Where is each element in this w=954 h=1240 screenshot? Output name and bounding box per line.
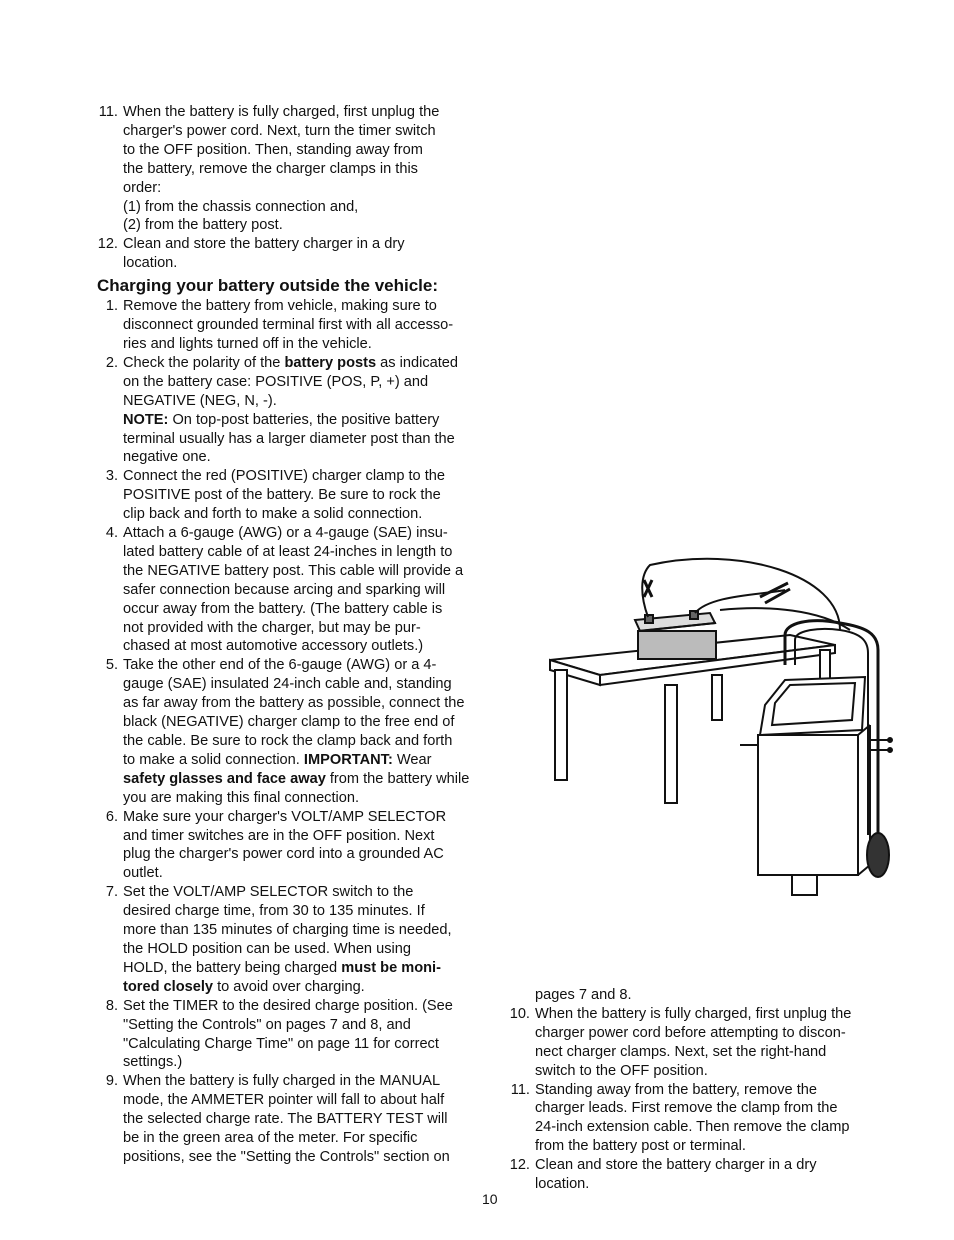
section-heading: Charging your battery outside the vehicle: bbox=[97, 276, 439, 296]
item-number: 6. bbox=[105, 808, 118, 825]
table-leg bbox=[555, 670, 567, 780]
item-number: 5. bbox=[105, 657, 118, 674]
text-line: terminal usually has a larger diameter post than the bbox=[123, 430, 455, 447]
text-line: ries and lights turned off in the vehicle. bbox=[123, 335, 372, 352]
text-line: Take the other end of the 6-gauge (AWG) or a 4- bbox=[123, 657, 437, 674]
text-line: as far away from the battery as possible, connect the bbox=[123, 695, 465, 712]
step-10 bbox=[505, 1005, 900, 1081]
text-line: negative one. bbox=[123, 449, 211, 466]
text-line: be in the green area of the meter. For specific bbox=[123, 1130, 418, 1147]
text-line: black (NEGATIVE) charger clamp to the free end of bbox=[123, 714, 455, 731]
text-line: the battery, remove the charger clamps in this bbox=[123, 160, 418, 177]
text-line: you are making this final connection. bbox=[123, 789, 360, 806]
text-line bbox=[123, 770, 503, 789]
text-line: charger's power cord. Next, turn the timer switch bbox=[123, 122, 436, 139]
text-line: desired charge time, from 30 to 135 minutes. If bbox=[123, 903, 425, 920]
text-line: Attach a 6-gauge (AWG) or a 4-gauge (SAE) insu- bbox=[123, 525, 448, 542]
item-number: 3. bbox=[105, 468, 118, 485]
text-run: to avoid over charging. bbox=[213, 978, 365, 995]
text-line: on the battery case: POSITIVE (POS, P, +) and bbox=[123, 373, 429, 390]
text-run: On top-post batteries, the positive battery bbox=[168, 411, 440, 428]
step-6 bbox=[93, 808, 503, 884]
text-line: positions, see the "Setting the Controls" section on bbox=[123, 1148, 450, 1165]
item-number: 11. bbox=[510, 1081, 530, 1098]
text-line: Connect the red (POSITIVE) charger clamp to the bbox=[123, 468, 446, 485]
bold-text: battery posts bbox=[284, 354, 377, 371]
text-line: switch to the OFF position. bbox=[535, 1062, 708, 1079]
text-line: When the battery is fully charged, first unplug the bbox=[535, 1005, 852, 1022]
step-5 bbox=[93, 656, 503, 807]
text-line: from the battery post or terminal. bbox=[535, 1138, 746, 1155]
text-line: settings.) bbox=[123, 1054, 183, 1071]
text-run: HOLD, the battery being charged bbox=[123, 959, 342, 976]
text-line: Set the VOLT/AMP SELECTOR switch to the bbox=[123, 884, 414, 901]
item-number: 12. bbox=[509, 1157, 530, 1174]
step-4 bbox=[93, 524, 503, 656]
text-line: mode, the AMMETER pointer will fall to about half bbox=[123, 1092, 445, 1109]
text-line: Clean and store the battery charger in a dry bbox=[123, 236, 405, 253]
item-number: 12. bbox=[97, 236, 118, 253]
cart-foot bbox=[792, 875, 817, 895]
left-column bbox=[93, 103, 503, 1167]
wheel-icon bbox=[867, 833, 889, 877]
text-line: outlet. bbox=[123, 865, 163, 882]
item-number: 9. bbox=[105, 1073, 118, 1090]
text-line bbox=[123, 959, 503, 978]
text-line: not provided with the charger, but may be pur- bbox=[123, 619, 421, 636]
item-number: 8. bbox=[105, 997, 118, 1014]
battery-charger-on-table-illustration bbox=[540, 535, 900, 905]
table-leg bbox=[712, 675, 722, 720]
text-line: clip back and forth to make a solid connection. bbox=[123, 506, 423, 523]
table-leg bbox=[665, 685, 677, 803]
text-line: nect charger clamps. Next, set the right-hand bbox=[535, 1043, 827, 1060]
text-run: to make a solid connection. bbox=[123, 751, 304, 768]
text-line: Make sure your charger's VOLT/AMP SELECTOR bbox=[123, 808, 447, 825]
list-item bbox=[93, 235, 503, 273]
text-line: occur away from the battery. (The battery cable is bbox=[123, 600, 443, 617]
text-line: and timer switches are in the OFF position. Next bbox=[123, 827, 435, 844]
text-line: gauge (SAE) insulated 24-inch cable and, standing bbox=[123, 676, 452, 693]
right-column bbox=[505, 986, 900, 1194]
text-line: POSITIVE post of the battery. Be sure to rock the bbox=[123, 487, 441, 504]
text-line: (1) from the chassis connection and, bbox=[123, 198, 359, 215]
text-line: chased at most automotive accessory outlets.) bbox=[123, 638, 424, 655]
step-9 bbox=[93, 1072, 503, 1167]
text-run: as indicated bbox=[376, 354, 459, 371]
battery-icon bbox=[635, 611, 716, 659]
note-label: NOTE: bbox=[123, 411, 169, 428]
item-number: 10. bbox=[509, 1005, 530, 1022]
item-number: 4. bbox=[105, 525, 118, 542]
item-number: 1. bbox=[105, 298, 118, 315]
text-line: to the OFF position. Then, standing away from bbox=[123, 141, 423, 158]
text-line: NEGATIVE (NEG, N, -). bbox=[123, 392, 277, 409]
text-line: Remove the battery from vehicle, making sure to bbox=[123, 298, 437, 315]
step-11 bbox=[505, 1081, 900, 1157]
step-1 bbox=[93, 297, 503, 354]
text-line: the selected charge rate. The BATTERY TEST will bbox=[123, 1111, 448, 1128]
text-line: safer connection because arcing and sparking will bbox=[123, 581, 446, 598]
text-run: Wear bbox=[392, 751, 432, 768]
bold-text: must be moni- bbox=[341, 959, 441, 976]
bold-text: tored closely bbox=[123, 978, 214, 995]
note-line bbox=[123, 411, 503, 430]
text-line: location. bbox=[123, 255, 178, 272]
text-line: When the battery is fully charged, first unplug the bbox=[123, 104, 440, 120]
text-line: Clean and store the battery charger in a dry bbox=[535, 1157, 817, 1174]
text-line: the NEGATIVE battery post. This cable will provide a bbox=[123, 562, 464, 579]
text-line: Set the TIMER to the desired charge position. (See bbox=[123, 997, 453, 1014]
step-3 bbox=[93, 467, 503, 524]
text-line: disconnect grounded terminal first with all accesso- bbox=[123, 317, 454, 334]
important-label: IMPORTANT: bbox=[303, 751, 393, 768]
text-line bbox=[123, 978, 503, 997]
text-line: 24-inch extension cable. Then remove the clamp bbox=[535, 1119, 850, 1136]
text-line: lated battery cable of at least 24-inches in length to bbox=[123, 543, 453, 560]
text-line: When the battery is fully charged in the MANUAL bbox=[123, 1073, 441, 1090]
text-line: location. bbox=[535, 1176, 590, 1193]
text-line: the cable. Be sure to rock the clamp back and forth bbox=[123, 733, 453, 749]
continued-text: pages 7 and 8. bbox=[535, 987, 632, 1003]
step-7 bbox=[93, 883, 503, 996]
text-run: from the battery while bbox=[325, 770, 470, 787]
list-item bbox=[93, 103, 503, 235]
clamp-icon bbox=[644, 580, 652, 597]
step-2 bbox=[93, 354, 503, 467]
text-line: "Setting the Controls" on pages 7 and 8, and bbox=[123, 1016, 411, 1033]
step-8 bbox=[93, 997, 503, 1073]
text-line: Standing away from the battery, remove the bbox=[535, 1081, 818, 1098]
item-number: 7. bbox=[105, 884, 118, 901]
page-number: 10 bbox=[482, 1191, 498, 1207]
text-line: "Calculating Charge Time" on page 11 for correct bbox=[123, 1035, 439, 1052]
text-run: Check the polarity of the bbox=[123, 354, 285, 371]
text-line bbox=[123, 354, 503, 373]
text-line: charger power cord before attempting to discon- bbox=[535, 1024, 846, 1041]
item-number: 11. bbox=[98, 104, 118, 120]
item-number: 2. bbox=[105, 354, 118, 371]
text-line bbox=[123, 751, 503, 770]
bold-text: safety glasses and face away bbox=[123, 770, 326, 787]
step-12 bbox=[505, 1156, 900, 1194]
text-line: the HOLD position can be used. When using bbox=[123, 940, 411, 957]
text-line: (2) from the battery post. bbox=[123, 217, 283, 234]
text-line: plug the charger's power cord into a grounded AC bbox=[123, 846, 444, 863]
text-line: more than 135 minutes of charging time is needed, bbox=[123, 922, 452, 939]
text-line: order: bbox=[123, 179, 162, 196]
extension-cable bbox=[720, 608, 850, 630]
text-line: charger leads. First remove the clamp from the bbox=[535, 1100, 838, 1117]
